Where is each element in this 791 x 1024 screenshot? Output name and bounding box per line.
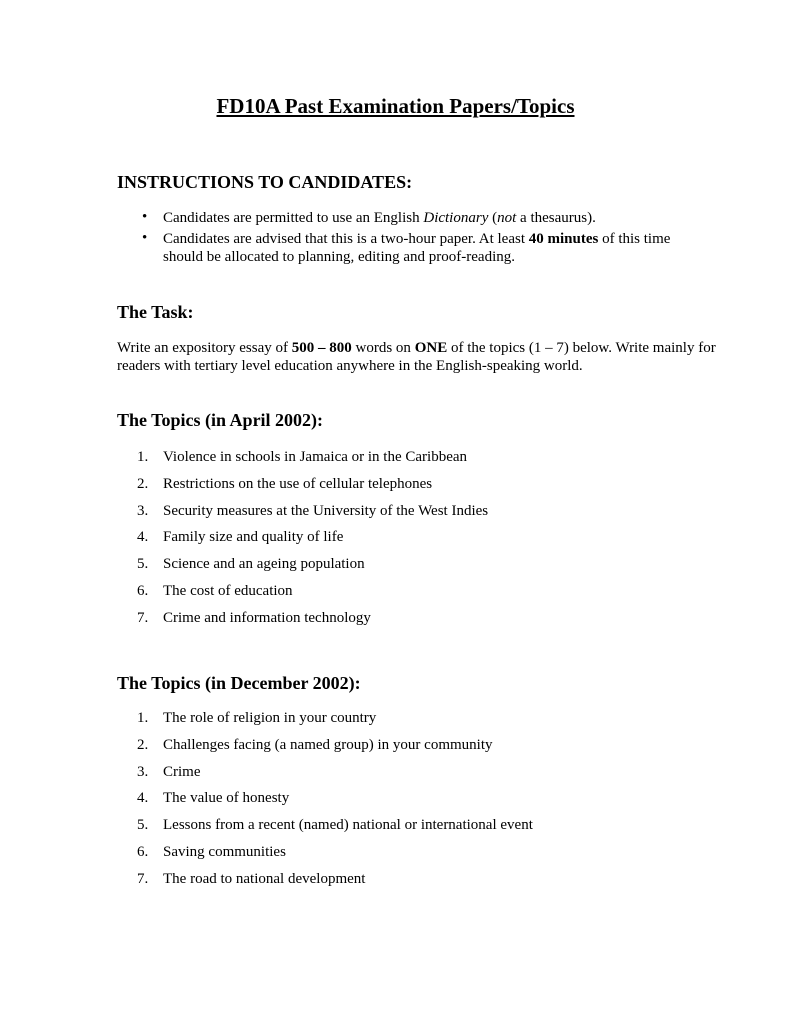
topic-number: 1. [137,449,149,465]
task-description: Write an expository essay of 500 – 800 words on ONE of the topics (1 – 7) below. Write mainly for readers with tertiary level education anywhere in the English-speaking world. [117,340,716,374]
instruction-dictionary: Candidates are permitted to use an English Dictionary (not a thesaurus). [163,210,596,226]
topic-number: 4. [137,790,149,807]
topic-number: 3. [137,763,149,780]
topic-number: 3. [137,502,149,519]
topic-number: 5. [137,817,149,834]
document-title: FD10A Past Examination Papers/Topics [216,94,575,118]
topic-number: 2. [137,736,149,753]
topic-item: The road to national development [163,870,366,887]
instruction-duration: Candidates are advised that this is a two-hour paper. At least 40 minutes of this time should be allocated to planning, editing and proof-reading. [163,231,671,265]
topic-number: 5. [137,556,149,573]
topic-item: Lessons from a recent (named) national or international event [163,817,533,834]
topic-item: The cost of education [163,583,293,599]
topic-item: Security measures at the University of the West Indies [163,502,489,519]
task-heading: The Task: [117,302,194,322]
topic-number: 6. [137,583,149,599]
topic-item: Saving communities [163,844,286,860]
bullet-icon: • [142,230,148,246]
topic-number: 4. [137,529,149,546]
topic-number: 2. [137,475,149,492]
topic-number: 7. [137,870,149,887]
topic-number: 7. [137,609,149,626]
topic-item: Family size and quality of life [163,529,344,546]
topic-item: Science and an ageing population [163,556,365,573]
april-topics-heading: The Topics (in April 2002): [117,410,324,430]
topic-number: 6. [137,844,149,860]
topic-item: Violence in schools in Jamaica or in the Caribbean [163,449,468,465]
instructions-heading: INSTRUCTIONS TO CANDIDATES: [117,172,413,192]
topic-item: Crime and information technology [163,609,371,626]
topic-number: 1. [137,710,149,726]
topic-item: Crime [163,763,201,780]
topic-item: Restrictions on the use of cellular telephones [163,475,433,492]
december-topics-heading: The Topics (in December 2002): [117,673,361,693]
topic-item: The value of honesty [163,790,290,807]
bullet-icon: • [142,209,148,225]
topic-item: The role of religion in your country [163,710,377,726]
topic-item: Challenges facing (a named group) in your community [163,736,493,753]
